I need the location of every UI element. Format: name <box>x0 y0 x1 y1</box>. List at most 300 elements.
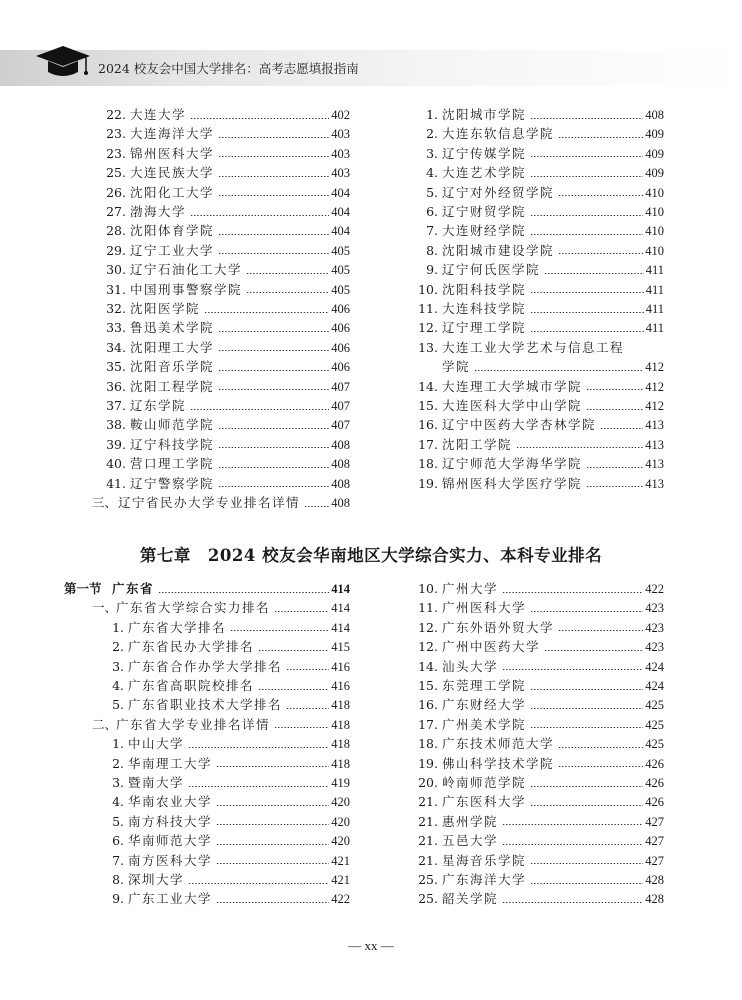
toc-entry[interactable] <box>416 397 664 415</box>
toc-entry-number: 9. <box>426 262 438 278</box>
toc-entry-number: 25. <box>418 891 438 907</box>
toc-entry-title: 广东省 <box>112 581 155 596</box>
leader-dots <box>558 137 643 138</box>
toc-entry-page: 410 <box>645 205 664 219</box>
leader-dots <box>558 630 643 631</box>
toc-entry-number: 1. <box>426 107 438 122</box>
leader-dots <box>558 195 643 196</box>
toc-entry-page: 412 <box>645 379 664 394</box>
toc-entry[interactable] <box>104 416 350 434</box>
toc-entry-number: 16. <box>418 697 438 713</box>
toc-entry-number: 32. <box>106 301 126 316</box>
toc-entry-number: 7. <box>112 852 124 868</box>
toc-entry-title: 沈阳城市建设学院 <box>442 242 555 258</box>
toc-entry-title: 广州大学 <box>442 581 499 596</box>
leader-dots <box>218 195 329 196</box>
toc-entry[interactable] <box>416 319 664 337</box>
toc-entry-number: 14. <box>418 378 438 394</box>
toc-entry-number: 6. <box>426 204 438 219</box>
leader-dots <box>586 486 643 487</box>
toc-entry[interactable] <box>110 696 350 714</box>
leader-dots <box>218 447 329 448</box>
leader-dots <box>218 176 329 177</box>
leader-dots <box>530 331 644 332</box>
toc-entry[interactable] <box>104 184 350 202</box>
toc-entry-number: 5. <box>426 184 438 200</box>
toc-entry-title: 鞍山师范学院 <box>130 417 215 433</box>
toc-entry-page: 418 <box>331 698 350 713</box>
toc-entry[interactable] <box>110 735 350 753</box>
toc-entry[interactable] <box>110 658 350 676</box>
toc-entry-title: 广东省民办大学排名 <box>128 639 255 655</box>
leader-dots <box>218 467 329 468</box>
toc-entry[interactable] <box>416 852 664 870</box>
leader-dots <box>218 137 329 138</box>
toc-entry-number: 10. <box>418 281 438 297</box>
toc-entry-page: 415 <box>331 640 350 655</box>
leader-dots <box>502 844 643 845</box>
leader-dots <box>216 844 329 845</box>
leader-dots <box>600 428 643 429</box>
toc-entry-number: 1. <box>112 736 124 752</box>
toc-entry[interactable] <box>110 619 350 637</box>
toc-entry[interactable] <box>110 774 350 792</box>
toc-entry[interactable] <box>416 580 664 598</box>
toc-entry-page: 423 <box>645 601 664 616</box>
leader-dots <box>190 215 329 216</box>
toc-entry-page: 427 <box>645 834 664 849</box>
toc-entry-page: 408 <box>331 457 350 472</box>
toc-entry-title: 广东工业大学 <box>128 891 213 907</box>
toc-entry-page: 406 <box>331 321 350 336</box>
toc-entry-page: 427 <box>645 814 664 829</box>
toc-entry[interactable] <box>416 261 664 279</box>
toc-entry-continuation[interactable] <box>442 358 664 376</box>
toc-entry-page: 403 <box>331 166 350 181</box>
leader-dots <box>190 118 329 119</box>
toc-entry-title: 中山大学 <box>128 736 185 752</box>
toc-entry-page: 420 <box>331 814 350 829</box>
toc-entry-page: 427 <box>645 853 664 868</box>
toc-entry-page: 409 <box>645 127 664 142</box>
toc-entry-title: 营口理工学院 <box>130 456 215 472</box>
toc-entry[interactable] <box>416 716 664 734</box>
toc-entry-page: 410 <box>645 243 664 258</box>
toc-entry[interactable] <box>416 339 664 357</box>
toc-entry-page: 418 <box>331 756 350 771</box>
toc-entry-title: 辽宁警察学院 <box>130 475 215 491</box>
toc-entry[interactable] <box>104 397 350 415</box>
toc-entry[interactable] <box>110 871 350 889</box>
leader-dots <box>218 350 329 351</box>
leader-dots <box>530 234 643 235</box>
toc-entry-number: 5. <box>112 813 124 829</box>
toc-entry[interactable] <box>416 475 664 493</box>
toc-entry-number: 30. <box>106 262 126 278</box>
page-number: — xx — <box>348 938 394 953</box>
toc-entry[interactable] <box>416 755 664 773</box>
toc-entry-page: 408 <box>331 476 350 491</box>
toc-entry-number: 15. <box>418 398 438 413</box>
toc-entry-title: 辽宁对外经贸学院 <box>442 184 555 200</box>
toc-entry[interactable] <box>104 145 350 163</box>
toc-entry-title: 广东省职业技术大学排名 <box>128 697 283 713</box>
toc-entry[interactable] <box>416 599 664 617</box>
toc-entry-number: 8. <box>112 872 124 887</box>
leader-dots <box>246 292 329 293</box>
toc-entry-title: 大连海洋大学 <box>130 126 215 142</box>
toc-entry[interactable] <box>110 813 350 831</box>
toc-entry[interactable] <box>416 735 664 753</box>
leader-dots <box>544 650 643 651</box>
toc-entry-title: 沈阳工学院 <box>442 436 513 452</box>
running-header-title: 2024 校友会中国大学排名：高考志愿填报指南 <box>98 61 359 76</box>
toc-entry-page: 413 <box>645 457 664 472</box>
toc-entry[interactable] <box>416 106 664 124</box>
toc-entry-title: 沈阳城市学院 <box>442 107 527 122</box>
toc-entry-title: 辽东学院 <box>130 398 187 413</box>
toc-entry-page: 404 <box>331 205 350 219</box>
toc-entry[interactable] <box>110 832 350 850</box>
leader-dots <box>258 650 329 651</box>
toc-entry-title: 星海音乐学院 <box>442 852 527 868</box>
toc-entry[interactable] <box>104 475 350 493</box>
toc-entry-number: 17. <box>418 716 438 732</box>
leader-dots <box>216 902 329 903</box>
toc-entry[interactable] <box>416 455 664 473</box>
toc-entry-page: 416 <box>331 679 350 693</box>
toc-entry[interactable] <box>416 378 664 396</box>
toc-entry-page: 405 <box>331 263 350 278</box>
toc-entry-title: 锦州医科大学 <box>130 145 215 161</box>
toc-entry-number: 19. <box>418 755 438 771</box>
toc-entry[interactable] <box>416 222 664 240</box>
toc-entry-number: 18. <box>418 456 438 472</box>
toc-entry-page: 423 <box>645 620 664 635</box>
toc-entry[interactable] <box>110 890 350 908</box>
leader-dots <box>558 747 643 748</box>
toc-entry-page: 421 <box>331 853 350 868</box>
toc-entry-title: 大连理工大学城市学院 <box>442 378 583 394</box>
toc-entry-number: 三、 <box>92 495 118 510</box>
chapter-title: 第七章 2024 校友会华南地区大学综合实力、本科专业排名 <box>139 546 603 565</box>
leader-dots <box>216 863 329 864</box>
leader-dots <box>474 370 643 371</box>
toc-entry-title: 辽宁师范大学海华学院 <box>442 456 583 472</box>
toc-entry-title: 广州美术学院 <box>442 716 527 732</box>
leader-dots <box>218 156 329 157</box>
toc-entry-number: 3. <box>112 658 124 674</box>
toc-entry-number: 14. <box>418 658 438 674</box>
toc-entry-page: 407 <box>331 399 350 413</box>
leader-dots <box>530 689 643 690</box>
toc-entry-page: 412 <box>645 360 664 375</box>
toc-entry-number: 10. <box>418 581 438 596</box>
toc-entry-page: 422 <box>645 582 664 596</box>
toc-entry[interactable] <box>104 125 350 143</box>
leader-dots <box>530 156 643 157</box>
leader-dots <box>586 389 643 390</box>
toc-entry-title: 广州医科大学 <box>442 600 527 616</box>
toc-entry-number: 40. <box>106 456 126 472</box>
leader-dots <box>258 689 329 690</box>
toc-entry[interactable] <box>104 242 350 260</box>
toc-entry-number: 38. <box>106 417 126 433</box>
leader-dots <box>530 215 643 216</box>
toc-entry-title: 大连艺术学院 <box>442 165 527 181</box>
toc-entry-number: 15. <box>418 678 438 693</box>
toc-entry-number: 28. <box>106 223 126 239</box>
leader-dots <box>502 669 643 670</box>
toc-entry-page: 407 <box>331 379 350 394</box>
leader-dots <box>216 766 329 767</box>
toc-entry[interactable] <box>416 300 664 318</box>
toc-entry-title: 辽宁工业大学 <box>130 242 215 258</box>
toc-entry-page: 418 <box>331 717 350 732</box>
toc-entry[interactable] <box>416 184 664 202</box>
toc-entry-number: 21. <box>418 794 438 810</box>
toc-entry-page: 425 <box>645 698 664 713</box>
toc-entry-number: 4. <box>426 165 438 181</box>
toc-entry[interactable] <box>104 378 350 396</box>
toc-entry-title: 辽宁理工学院 <box>442 320 527 336</box>
toc-entry-number: 27. <box>106 204 126 219</box>
toc-entry[interactable] <box>104 106 350 124</box>
leader-dots <box>586 467 643 468</box>
toc-entry-page: 406 <box>331 302 350 316</box>
toc-entry-page: 426 <box>645 756 664 771</box>
toc-entry[interactable] <box>104 319 350 337</box>
toc-entry[interactable] <box>110 755 350 773</box>
toc-entry-title: 深圳大学 <box>128 872 185 887</box>
graduation-cap-icon <box>34 42 92 82</box>
toc-entry[interactable] <box>416 619 664 637</box>
leader-dots <box>530 118 643 119</box>
toc-entry-number: 13. <box>418 339 438 355</box>
toc-entry-page: 404 <box>331 185 350 200</box>
toc-entry[interactable] <box>416 436 664 454</box>
toc-entry-number: 22. <box>106 107 126 122</box>
toc-entry[interactable] <box>416 813 664 831</box>
leader-dots <box>246 273 329 274</box>
toc-entry-page: 405 <box>331 282 350 297</box>
toc-entry-number: 12. <box>418 619 438 635</box>
toc-entry[interactable] <box>416 638 664 656</box>
toc-entry-number: 3. <box>426 145 438 161</box>
toc-entry-page: 408 <box>645 108 664 122</box>
toc-entry-title: 大连财经学院 <box>442 223 527 239</box>
toc-entry-title: 南方医科大学 <box>128 852 213 868</box>
toc-entry-title: 辽宁传媒学院 <box>442 145 527 161</box>
toc-entry[interactable] <box>416 416 664 434</box>
toc-entry-page: 405 <box>331 243 350 258</box>
toc-entry-number: 6. <box>112 833 124 849</box>
toc-entry-title: 广东海洋大学 <box>442 872 527 887</box>
toc-entry[interactable] <box>104 300 350 318</box>
toc-entry[interactable] <box>416 774 664 792</box>
toc-entry[interactable] <box>104 358 350 376</box>
toc-entry-page: 426 <box>645 795 664 810</box>
toc-entry-page: 422 <box>331 892 350 907</box>
toc-entry-number: 第一节 <box>64 581 102 596</box>
toc-entry[interactable] <box>416 832 664 850</box>
toc-entry-title: 大连民族大学 <box>130 165 215 181</box>
toc-entry[interactable] <box>104 281 350 299</box>
toc-entry-page: 413 <box>645 418 664 433</box>
leader-dots <box>530 176 643 177</box>
toc-entry-page: 424 <box>645 659 664 674</box>
toc-entry-title: 广东省合作办学大学排名 <box>128 658 283 674</box>
leader-dots <box>218 331 329 332</box>
leader-dots <box>586 409 643 410</box>
toc-entry-number: 37. <box>106 398 126 413</box>
toc-entry-title: 大连工业大学艺术与信息工程 <box>442 339 625 355</box>
toc-entry[interactable] <box>110 793 350 811</box>
toc-section-entry[interactable] <box>92 494 350 512</box>
toc-entry[interactable] <box>104 203 350 221</box>
toc-entry[interactable] <box>416 242 664 260</box>
leader-dots <box>230 630 329 631</box>
toc-entry[interactable] <box>416 125 664 143</box>
toc-entry-page: 411 <box>645 263 664 278</box>
toc-entry-number: 36. <box>106 378 126 394</box>
toc-entry-title: 华南理工大学 <box>128 755 213 771</box>
toc-entry[interactable] <box>416 677 664 695</box>
toc-entry-page: 411 <box>645 282 664 297</box>
leader-dots <box>216 805 329 806</box>
leader-dots <box>218 486 329 487</box>
toc-entry[interactable] <box>416 164 664 182</box>
toc-entry-title: 华南农业大学 <box>128 794 213 810</box>
toc-entry-number: 3. <box>112 775 124 790</box>
toc-entry-title: 华南师范大学 <box>128 833 213 849</box>
toc-section-heading[interactable] <box>64 580 350 598</box>
toc-entry-number: 19. <box>418 475 438 491</box>
toc-entry-number: 25. <box>106 165 126 181</box>
toc-entry[interactable] <box>416 281 664 299</box>
toc-entry-page: 410 <box>645 185 664 200</box>
toc-subsection-entry[interactable] <box>92 599 350 617</box>
leader-dots <box>502 902 643 903</box>
toc-entry-number: 9. <box>112 891 124 907</box>
toc-entry-number: 20. <box>418 775 438 790</box>
toc-entry[interactable] <box>104 339 350 357</box>
leader-dots <box>530 863 643 864</box>
toc-entry[interactable] <box>104 455 350 473</box>
leader-dots <box>274 611 329 612</box>
toc-entry-number: 29. <box>106 242 126 258</box>
toc-entry-page: 413 <box>645 437 664 452</box>
toc-entry-title: 岭南师范学院 <box>442 775 527 790</box>
toc-entry[interactable] <box>104 261 350 279</box>
toc-entry[interactable] <box>416 890 664 908</box>
leader-dots <box>530 611 643 612</box>
toc-entry-title: 广东省大学综合实力排名 <box>116 600 271 616</box>
toc-entry[interactable] <box>416 871 664 889</box>
leader-dots <box>530 312 644 313</box>
toc-entry-number: 16. <box>418 417 438 433</box>
leader-dots <box>218 428 329 429</box>
toc-entry[interactable] <box>416 658 664 676</box>
toc-entry[interactable] <box>416 145 664 163</box>
toc-entry-number: 25. <box>418 872 438 887</box>
toc-entry-number: 8. <box>426 242 438 258</box>
toc-entry-title: 广东财经大学 <box>442 697 527 713</box>
toc-entry-title: 大连科技学院 <box>442 301 527 316</box>
toc-entry-page: 412 <box>645 399 664 413</box>
toc-entry-number: 23. <box>106 126 126 142</box>
toc-entry-number: 2. <box>112 639 124 655</box>
toc-entry-page: 425 <box>645 737 664 752</box>
toc-entry-title: 大连大学 <box>130 107 187 122</box>
toc-entry-page: 402 <box>331 108 350 122</box>
toc-entry-title: 辽宁何氏医学院 <box>442 262 541 278</box>
toc-entry-page: 424 <box>645 679 664 693</box>
toc-entry-title: 辽宁财贸学院 <box>442 204 527 219</box>
leader-dots <box>530 883 643 884</box>
toc-entry-page: 411 <box>645 302 664 316</box>
toc-entry-page: 426 <box>645 776 664 790</box>
toc-entry-title: 韶关学院 <box>442 891 499 907</box>
toc-entry-title: 广州中医药大学 <box>442 639 541 655</box>
toc-entry-title: 大连医科大学中山学院 <box>442 398 583 413</box>
toc-entry-title: 沈阳理工大学 <box>130 339 215 355</box>
toc-entry-page: 419 <box>331 776 350 790</box>
toc-entry-number: 4. <box>112 794 124 810</box>
leader-dots <box>558 253 643 254</box>
toc-entry-page: 406 <box>331 340 350 355</box>
leader-dots <box>516 447 643 448</box>
toc-entry[interactable] <box>416 203 664 221</box>
leader-dots <box>544 273 644 274</box>
toc-entry[interactable] <box>416 696 664 714</box>
toc-entry-page: 408 <box>331 496 350 510</box>
toc-entry-page: 408 <box>331 437 350 452</box>
leader-dots <box>188 747 329 748</box>
toc-entry-number: 2. <box>426 126 438 142</box>
toc-entry-title: 渤海大学 <box>130 204 187 219</box>
toc-entry-number: 12. <box>418 320 438 336</box>
leader-dots <box>274 727 329 728</box>
toc-entry-title: 辽宁石油化工大学 <box>130 262 243 278</box>
toc-entry-title-continued: 学院 <box>442 359 471 375</box>
toc-entry[interactable] <box>104 436 350 454</box>
toc-entry[interactable] <box>110 638 350 656</box>
toc-subsection-entry[interactable] <box>92 716 350 734</box>
toc-entry[interactable] <box>110 852 350 870</box>
toc-entry-title: 中国刑事警察学院 <box>130 281 243 297</box>
toc-entry-page: 420 <box>331 834 350 849</box>
toc-entry[interactable] <box>110 677 350 695</box>
toc-entry-number: 39. <box>106 436 126 452</box>
toc-entry-number: 7. <box>426 223 438 239</box>
toc-entry[interactable] <box>416 793 664 811</box>
toc-entry[interactable] <box>104 164 350 182</box>
toc-entry-number: 34. <box>106 339 126 355</box>
toc-entry-page: 414 <box>331 620 350 635</box>
toc-entry-title: 汕头大学 <box>442 658 499 674</box>
toc-entry-title: 惠州学院 <box>442 813 499 829</box>
toc-entry-page: 418 <box>331 737 350 752</box>
leader-dots <box>558 766 643 767</box>
toc-entry-title: 辽宁科技学院 <box>130 436 215 452</box>
toc-entry[interactable] <box>104 222 350 240</box>
leader-dots <box>530 292 644 293</box>
leader-dots <box>188 786 329 787</box>
toc-entry-number: 31. <box>106 281 126 297</box>
toc-entry-number: 11. <box>418 301 438 316</box>
toc-entry-number: 18. <box>418 736 438 752</box>
